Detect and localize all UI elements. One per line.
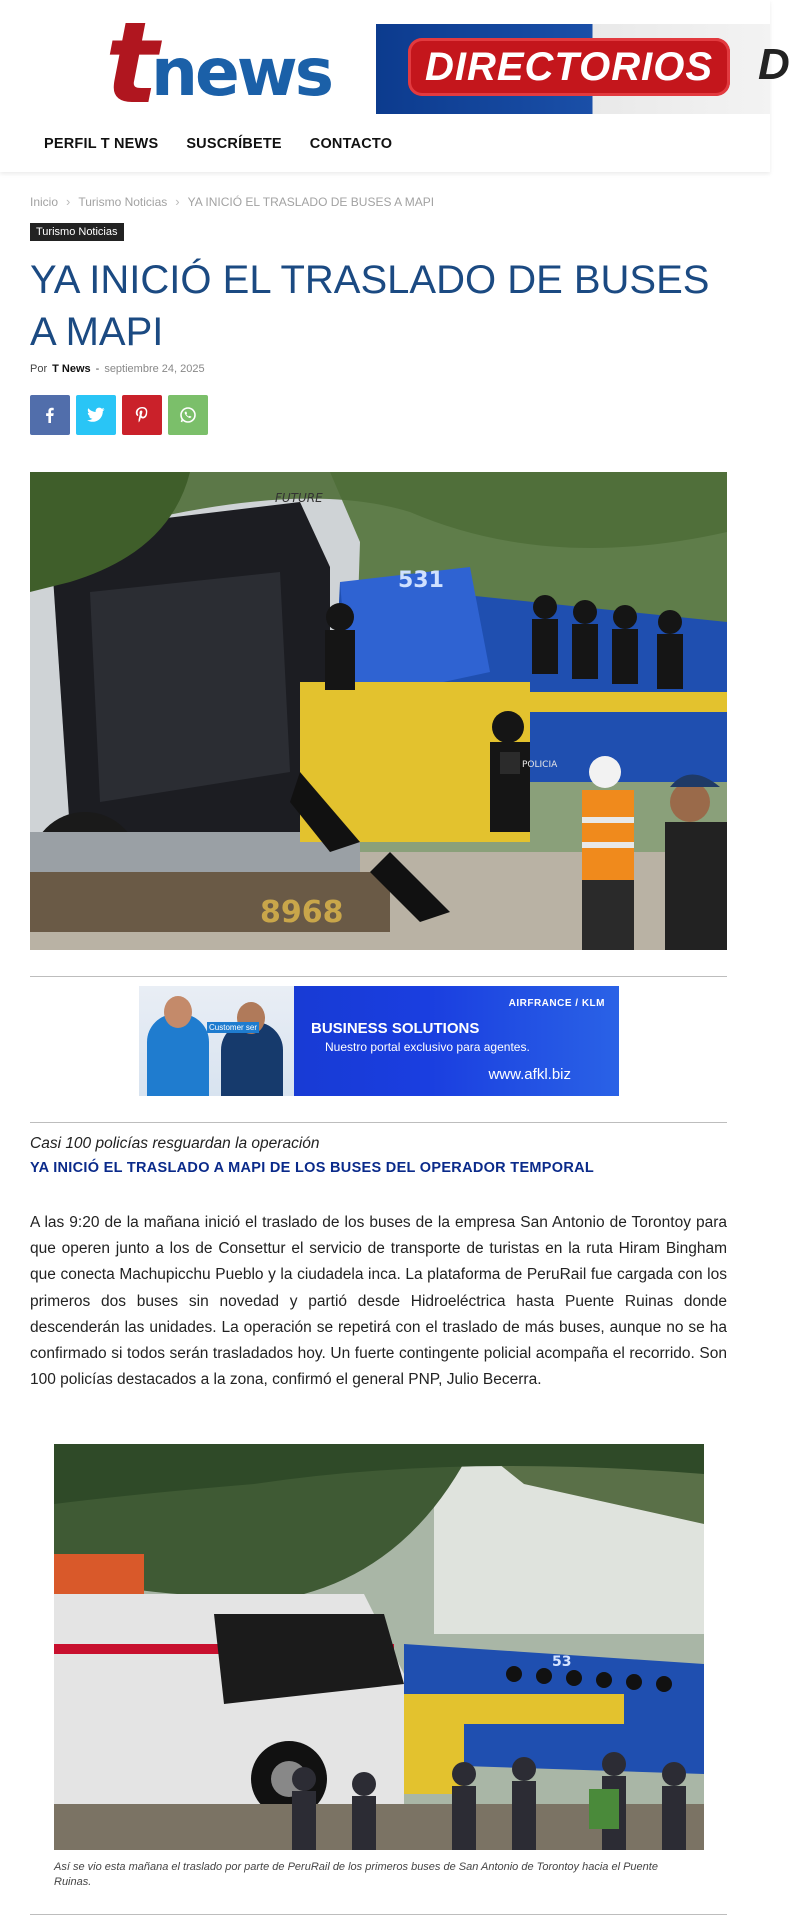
article-title: YA INICIÓ EL TRASLADO DE BUSES A MAPI: [30, 258, 710, 354]
facebook-icon: [42, 407, 58, 423]
photo-caption: Así se vio esta mañana el traslado por parte de PeruRail de los primeros buses de San Antonio de Torontoy hacia el Puente Ruinas.: [54, 1861, 658, 1888]
site-logo[interactable]: [105, 0, 332, 129]
bus-label: FUTURE: [275, 491, 323, 505]
train-transport-scene-image: [54, 1444, 704, 1850]
byline: [30, 363, 205, 375]
site-header: [0, 0, 790, 172]
breadcrumb-current: YA INICIÓ EL TRASLADO DE BUSES A MAPI: [187, 194, 435, 209]
publish-date: septiembre 24, 2025: [104, 363, 205, 375]
main-nav: [44, 136, 392, 152]
share-whatsapp-button[interactable]: [168, 395, 208, 435]
breadcrumb-separator: ›: [66, 194, 71, 209]
banner-text: DIRECTORIOS: [424, 45, 714, 89]
nav-suscribete[interactable]: SUSCRÍBETE: [186, 136, 282, 152]
share-twitter-button[interactable]: [76, 395, 116, 435]
byline-prefix: Por: [30, 363, 48, 375]
divider: [30, 976, 727, 977]
twitter-icon: [87, 407, 105, 423]
ad-brand: AIRFRANCE / KLM: [508, 998, 605, 1009]
nav-perfil[interactable]: PERFIL T NEWS: [44, 136, 159, 152]
whatsapp-icon: [179, 406, 197, 424]
logo-t: t: [105, 0, 155, 129]
divider: [30, 1914, 727, 1915]
banner-pill: [408, 38, 730, 96]
article-main-photo: [30, 472, 727, 950]
ad-subline: Nuestro portal exclusivo para agentes.: [325, 1040, 530, 1054]
divider: [30, 1122, 727, 1123]
logo-news: news: [151, 34, 332, 111]
share-facebook-button[interactable]: [30, 395, 70, 435]
breadcrumb-turismo[interactable]: Turismo Noticias: [78, 194, 168, 209]
ad-people-text: Customer ser: [209, 1023, 258, 1032]
pinterest-icon: [135, 407, 149, 423]
ad-url: www.afkl.biz: [488, 1066, 571, 1083]
share-pinterest-button[interactable]: [122, 395, 162, 435]
article-kicker: YA INICIÓ EL TRASLADO A MAPI DE LOS BUSES DEL OPERADOR TEMPORAL: [30, 1160, 595, 1176]
breadcrumb: [30, 194, 434, 209]
ad-person-head: [164, 996, 192, 1028]
ad-headline: BUSINESS SOLUTIONS: [311, 1020, 480, 1037]
category-badge[interactable]: Turismo Noticias: [30, 223, 124, 241]
article-subtitle: Casi 100 policías resguardan la operación: [30, 1135, 320, 1152]
article-second-photo: [54, 1444, 704, 1850]
airfrance-klm-ad[interactable]: [139, 986, 619, 1096]
share-buttons: [30, 395, 208, 435]
train-bus-scene-image: [30, 472, 727, 950]
byline-dash: -: [95, 363, 100, 375]
ad-people-photo: [139, 986, 294, 1096]
banner-clipped-text: D: [758, 40, 790, 89]
article-body: A las 9:20 de la mañana inició el traslado de los buses de la empresa San Antonio de Torontoy para que operen junto a los de Consettur el servicio de transporte de turistas en la ruta Hiram Bingham que conecta Machupicchu Pueblo y la ciudadela inca. La plataforma de PeruRail fue cargada con los primeros dos buses sin novedad y partió desde Hidroeléctrica hasta Puente Ruinas donde descenderán las unidades. La operación se repetirá con el traslado de más buses, aunque no se ha confirmado si todos serán trasladados hoy. Un fuerte contingente policial acompaña el recorrido. Son 100 policías destacados a la zona, confirmó el general PNP, Julio Becerra.: [30, 1214, 727, 1389]
nav-contacto[interactable]: CONTACTO: [309, 136, 393, 152]
loco-number: 531: [398, 568, 444, 593]
vest-text: POLICIA: [522, 760, 558, 770]
breadcrumb-inicio[interactable]: Inicio: [30, 194, 59, 209]
author-link[interactable]: T News: [52, 363, 91, 375]
directorios-banner[interactable]: [376, 24, 790, 114]
breadcrumb-separator: ›: [175, 194, 180, 209]
loco-number: 53: [552, 1654, 572, 1670]
platform-number: 8968: [260, 895, 344, 930]
